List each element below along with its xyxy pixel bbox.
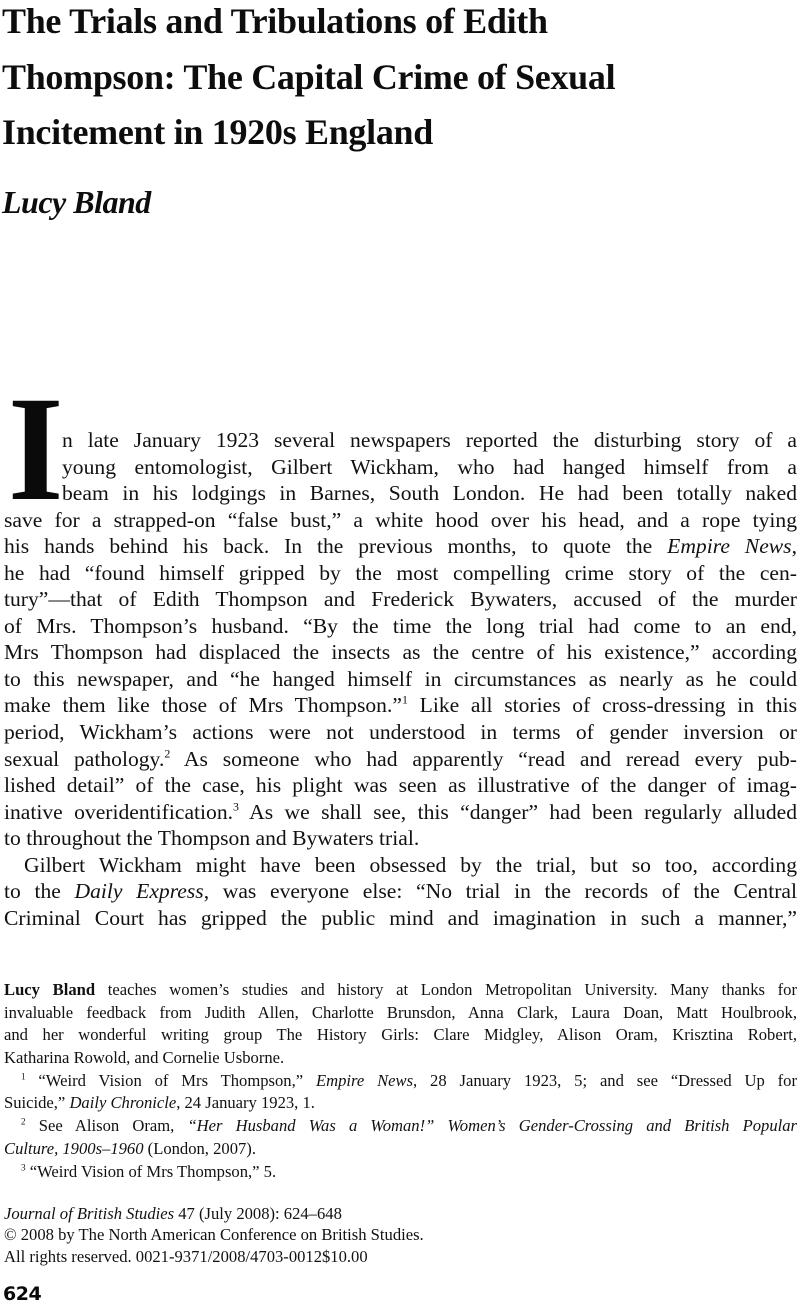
article-title — [2, 0, 798, 161]
text-run: his hands behind his back. In the previous months, to quote the — [4, 534, 668, 559]
body-line — [4, 533, 797, 560]
body-line: to this newspaper, and “he hanged himself in circumstances as nearly as he could — [4, 666, 797, 691]
journal-name: Journal of British Studies — [4, 1204, 175, 1223]
footnote-number: 3 — [21, 1162, 26, 1173]
text-run: , 24 January 1923, 1. — [176, 1093, 315, 1113]
author-bio-name: Lucy Bland — [4, 980, 96, 999]
body-line: young entomologist, Gilbert Wickham, who had hanged himself from a — [62, 454, 797, 479]
footnote-2 — [4, 1115, 797, 1138]
text-run: sexual pathology. — [4, 746, 165, 771]
author-name: Lucy Bland — [2, 184, 151, 220]
footnote-number: 2 — [21, 1116, 26, 1127]
footnote-ref[interactable]: 1 — [401, 693, 408, 708]
footnote-ref[interactable]: 2 — [164, 746, 171, 761]
footnotes-section — [4, 979, 797, 1183]
footnote-2-cont — [4, 1138, 797, 1161]
body-line: beam in his lodgings in Barnes, South London. He had been totally naked — [62, 481, 797, 506]
body-line — [4, 878, 797, 905]
footnote-1-cont — [4, 1092, 797, 1115]
body-line: Gilbert Wickham might have been obsessed by the trial, but so too, according — [24, 852, 797, 877]
copyright-line: © 2008 by The North American Conference on British Studies. — [4, 1225, 424, 1245]
body-line: Criminal Court has gripped the public mind and imagination in such a manner,” — [4, 905, 797, 930]
author-bio-line: Katharina Rowold, and Cornelie Usborne. — [4, 1048, 285, 1068]
body-line: tury”—that of Edith Thompson and Frederick Bywaters, accused of the murder — [4, 587, 797, 612]
body-line: lished detail” of the case, his plight was seen as illustrative of the danger of imag- — [4, 773, 797, 798]
body-line: to throughout the Thompson and Bywaters trial. — [4, 826, 420, 851]
journal-citation — [4, 1203, 424, 1224]
body-line: n late January 1923 several newspapers reported the disturbing story of a — [62, 428, 797, 452]
footnote-1 — [4, 1070, 797, 1093]
newspaper-title: Daily Chronicle — [69, 1093, 177, 1113]
body-line: he had “found himself gripped by the most compelling crime story of the cen- — [4, 560, 797, 585]
text-run: “Weird Vision of Mrs Thompson,” — [25, 1070, 316, 1090]
text-run: Suicide,” — [4, 1093, 70, 1113]
author-bio-line: invaluable feedback from Judith Allen, Charlotte Brunsdon, Anna Clark, Laura Doan, Matt Houlbrook, — [4, 1002, 797, 1022]
text-run: (London, 2007). — [143, 1138, 256, 1158]
body-line — [4, 799, 797, 826]
text-run: See Alison Oram, — [25, 1116, 188, 1136]
footnote-number: 1 — [21, 1071, 26, 1082]
newspaper-title: Daily Express — [74, 879, 204, 904]
body-line: save for a strapped-on “false bust,” a white hood over his head, and a rope tying — [4, 507, 797, 532]
text-run: , was everyone else: “No trial in the records of the Central — [203, 879, 798, 904]
book-title: “Her Husband Was a Woman!” Women’s Gender-Crossing and British Popular — [187, 1116, 797, 1136]
text-run: to the — [4, 879, 75, 904]
rights-line: All rights reserved. 0021-9371/2008/4703-0012$10.00 — [4, 1246, 368, 1266]
text-run: , — [791, 534, 797, 559]
text-run: “Weird Vision of Mrs Thompson,” 5. — [25, 1161, 277, 1181]
body-line — [4, 746, 797, 773]
newspaper-title: Empire News — [667, 534, 792, 559]
newspaper-title: Empire News — [315, 1070, 414, 1090]
text-run: As we shall see, this “danger” had been regularly alluded — [238, 799, 797, 824]
text-run: 47 (July 2008): 624–648 — [174, 1204, 342, 1223]
footnote-3 — [4, 1161, 797, 1184]
author-bio-line — [4, 979, 797, 1002]
body-text — [4, 427, 797, 931]
author-bio-line: and her wonderful writing group The History Girls: Clare Midgley, Alison Oram, Krisztina Robert, — [4, 1025, 797, 1045]
title-line-3: Incitement in 1920s England — [2, 112, 433, 152]
body-line — [4, 692, 797, 719]
book-title: Culture, 1900s–1960 — [4, 1138, 144, 1158]
body-line: period, Wickham’s actions were not understood in terms of gender inversion or — [4, 720, 797, 745]
text-run: teaches women’s studies and history at London Metropolitan University. Many thanks for — [95, 980, 798, 999]
text-run: make them like those of Mrs Thompson.” — [4, 693, 402, 718]
text-run: Like all stories of cross-dressing in this — [407, 693, 797, 718]
body-line: of Mrs. Thompson’s husband. “By the time the long trial had come to an end, — [4, 613, 797, 638]
title-line-1: The Trials and Tribulations of Edith — [2, 1, 548, 41]
drop-cap: I — [8, 366, 64, 532]
title-line-2: Thompson: The Capital Crime of Sexual — [2, 56, 616, 97]
footnote-ref[interactable]: 3 — [233, 799, 239, 814]
journal-info — [4, 1203, 424, 1267]
body-line: Mrs Thompson had displaced the insects as the centre of his existence,” according — [4, 640, 797, 665]
page-number: 624 — [3, 1283, 42, 1305]
text-run: inative overidentification. — [4, 799, 234, 824]
text-run: As someone who had apparently “read and reread every pub- — [170, 746, 797, 771]
text-run: , 28 January 1923, 5; and see “Dressed Up for — [413, 1070, 797, 1090]
